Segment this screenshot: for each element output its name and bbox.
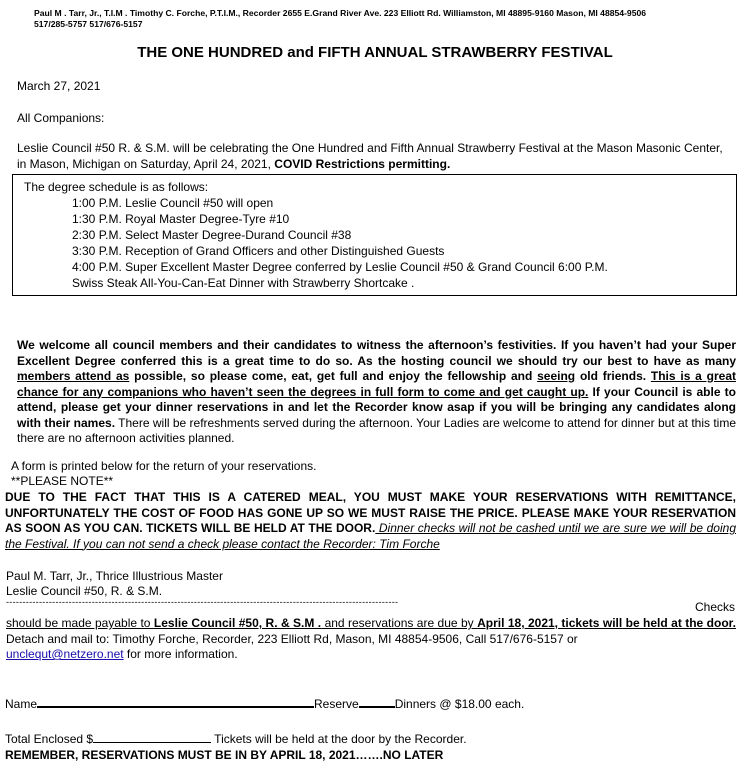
notice-line: DUE TO THE FACT THAT THIS IS A CATERED MEAL, YOU MUST MAKE YOUR RESERVATIONS WITH REMITTANCE, [5, 490, 736, 504]
mailing-line: Detach and mail to: Timothy Forche, Recorder, 223 Elliott Rd, Mason, MI 48854-9506, Call 517/676-5157 or [6, 631, 578, 646]
notice-italic: the Festival. If you can not send a check please contact the Recorder: Tim [5, 536, 403, 551]
welcome-line: attend, please get your dinner reservations in and let the Recorder know asap if you will be bringing any candidates along [17, 400, 736, 414]
catered-meal-notice [5, 490, 736, 552]
detach-line: ----------------------------------------------------------------------------------------------------------------------- [6, 597, 399, 607]
checks-label: Checks [695, 600, 736, 614]
intro-paragraph [17, 141, 723, 172]
due-date: April 18, 2021, tickets will [477, 616, 623, 630]
schedule-item: 4:00 P.M. Super Excellent Master Degree conferred by Leslie Council #50 & Grand Council 6:00 P.M. [72, 260, 608, 274]
schedule-item: 1:30 P.M. Royal Master Degree-Tyre #10 [72, 212, 290, 226]
welcome-underlined: caught up. [526, 384, 589, 399]
schedule-item: 2:30 P.M. Select Master Degree-Durand Council #38 [72, 228, 352, 242]
schedule-heading: The degree schedule is as follows: [24, 180, 209, 194]
recorder-name: Forche [402, 536, 440, 551]
please-note: **PLEASE NOTE** [11, 474, 114, 488]
name-label: Name [5, 697, 38, 711]
welcome-line: We welcome all council members and their candidates to witness the afternoon’s festivities. If you haven’t had your Super [17, 338, 736, 352]
welcome-line [17, 416, 736, 432]
welcome-underlined: chance for any companions who haven’t seen the degrees in full form to come and get [17, 384, 527, 399]
schedule-item: 3:30 P.M. Reception of Grand Officers and other Distinguished Guests [72, 244, 445, 258]
salutation: All Companions: [17, 111, 105, 125]
letterhead-line-1: Paul M . Tarr, Jr., T.I.M . Timothy C. Forche, P.T.I.M., Recorder 2655 E.Grand River Ave. 223 Elliott Rd. Williamston, MI 48895-9160 Mason, MI 48854-9506 [34, 8, 647, 18]
notice-bold: AS SOON AS YOU CAN. TICKETS WILL BE HELD AT THE DOOR. [5, 521, 376, 535]
welcome-line: Excellent Degree conferred this is a great time to do so. As the hosting council we should try our best to have as many [17, 353, 736, 368]
welcome-line [17, 385, 736, 401]
welcome-line [17, 369, 736, 385]
payment-instructions [6, 616, 736, 663]
contact-text: for more information. [123, 647, 238, 661]
schedule-item: Swiss Steak All-You-Can-Eat Dinner with Strawberry Shortcake . [72, 276, 415, 290]
deadline-reminder: REMEMBER, RESERVATIONS MUST BE IN BY APRIL 18, 2021…….NO LATER [5, 748, 444, 762]
notice-italic: Dinner checks will [375, 521, 479, 535]
name-field[interactable] [37, 706, 314, 708]
intro-line-1: Leslie Council #50 R. & S.M. will be celebrating the One Hundred and Fifth Annual Strawberry Festival at the Mason Masonic Center, [17, 141, 723, 155]
enclosed-row [5, 732, 467, 746]
welcome-line: there are no afternoon activities planned. [17, 431, 235, 445]
dinners-text: Dinners @ $18.00 each. [394, 697, 525, 711]
signature-council: Leslie Council #50, R. & S.M. [6, 584, 163, 598]
welcome-text: old friends. [575, 369, 651, 383]
schedule-item: 1:00 P.M. Leslie Council #50 will open [72, 196, 274, 210]
welcome-underlined: seeing [537, 369, 576, 383]
name-row [5, 697, 524, 711]
enclosed-amount-field[interactable] [93, 742, 211, 743]
welcome-bold: with their names. [17, 415, 116, 430]
welcome-underlined: members attend as [17, 369, 130, 383]
held-at-door: be held at the door. [622, 616, 736, 630]
enclosed-text: Tickets will be held at the door by the Recorder. [211, 732, 467, 746]
reserve-count-field[interactable] [359, 706, 395, 708]
reserve-label: Reserve [314, 697, 359, 711]
email-link[interactable]: unclequt@netzero.net [6, 647, 124, 661]
letter-date: March 27, 2021 [17, 79, 101, 93]
payee-name: Leslie Council #50, R. & S.M . [153, 616, 322, 630]
letterhead-line-2: 517/285-5757 517/676-5157 [34, 19, 143, 29]
signature-name: Paul M. Tarr, Jr., Thrice Illustrious Master [6, 569, 223, 583]
enclosed-label: Total Enclosed $ [5, 732, 94, 746]
welcome-text: There will be refreshments served during the afternoon. Your Ladies are welcome to attend for dinner but at this time [115, 415, 736, 430]
notice-line [5, 537, 736, 553]
welcome-paragraph [17, 338, 736, 447]
intro-line-2-text: in Mason, Michigan on Saturday, April 24, 2021, [17, 156, 271, 171]
welcome-text: If your Council is able to [588, 384, 736, 399]
welcome-text: possible, so please come, eat, get full and enjoy the fellowship and [129, 369, 538, 383]
contact-line [6, 647, 736, 663]
covid-note: COVID Restrictions permitting. [274, 156, 451, 171]
intro-line-2 [17, 157, 723, 173]
payment-text: and reservations are due by [321, 616, 478, 630]
notice-italic: not be cashed until we are sure we will be doing [478, 521, 736, 535]
welcome-underlined: This is a great [650, 369, 736, 383]
payment-line [6, 616, 736, 632]
notice-line [5, 521, 736, 537]
document-title: THE ONE HUNDRED and FIFTH ANNUAL STRAWBERRY FESTIVAL [137, 44, 613, 61]
form-note: A form is printed below for the return of your reservations. [11, 459, 317, 473]
payment-text: should be made payable to [6, 616, 154, 630]
notice-line: UNFORTUNATELY THE COST OF FOOD HAS GONE UP SO WE MUST RAISE THE PRICE. PLEASE MAKE YOUR RESERVATION [5, 505, 736, 520]
